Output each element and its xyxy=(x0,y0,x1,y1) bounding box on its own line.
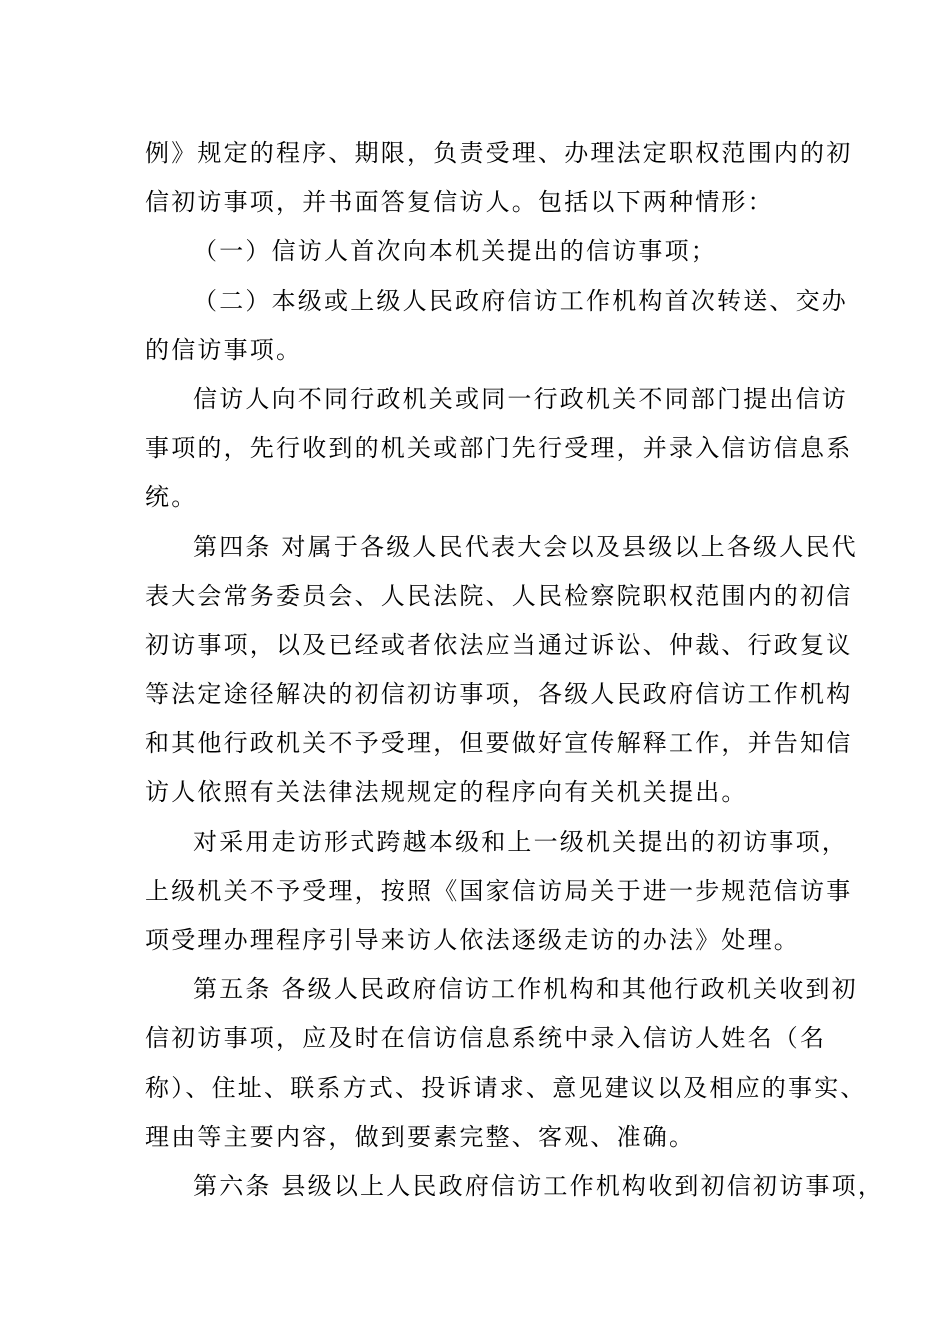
text-line: 第四条 对属于各级人民代表大会以及县级以上各级人民代 xyxy=(193,532,858,561)
text-line: 例》规定的程序、期限，负责受理、办理法定职权范围内的初 xyxy=(145,139,853,167)
text-line: 访人依照有关法律法规规定的程序向有关机关提出。 xyxy=(145,778,748,807)
text-line: 初访事项，以及已经或者依法应当通过诉讼、仲裁、行政复议 xyxy=(145,630,853,659)
text-line: 称）、住址、联系方式、投诉请求、意见建议以及相应的事实、 xyxy=(145,1073,867,1102)
text-line: 和其他行政机关不予受理，但要做好宣传解释工作，并告知信 xyxy=(145,729,853,758)
document-body-text xyxy=(145,129,885,1211)
text-line: 等法定途径解决的初信初访事项，各级人民政府信访工作机构 xyxy=(145,680,853,709)
text-line: 信访人向不同行政机关或同一行政机关不同部门提出信访 xyxy=(193,384,848,413)
text-line: 的信访事项。 xyxy=(145,335,303,364)
text-line: 理由等主要内容，做到要素完整、客观、准确。 xyxy=(145,1122,696,1151)
text-line: （一）信访人首次向本机关提出的信访事项； xyxy=(193,237,717,266)
text-line: 项受理办理程序引导来访人依法逐级走访的办法》处理。 xyxy=(145,926,800,954)
text-line: 信初访事项，应及时在信访信息系统中录入信访人姓名（名 xyxy=(145,1024,827,1053)
text-line: 事项的，先行收到的机关或部门先行受理，并录入信访信息系 xyxy=(145,434,853,463)
text-line: 上级机关不予受理，按照《国家信访局关于进一步规范信访事 xyxy=(145,876,853,905)
text-line: 第五条 各级人民政府信访工作机构和其他行政机关收到初 xyxy=(193,975,858,1004)
text-line: 信初访事项，并书面答复信访人。包括以下两种情形： xyxy=(145,188,774,217)
text-line: 统。 xyxy=(145,483,198,512)
text-line: 表大会常务委员会、人民法院、人民检察院职权范围内的初信 xyxy=(145,581,853,610)
text-line: 第六条 县级以上人民政府信访工作机构收到初信初访事项， xyxy=(193,1171,885,1200)
text-line: 对采用走访形式跨越本级和上一级机关提出的初访事项， xyxy=(193,827,848,856)
text-line: （二）本级或上级人民政府信访工作机构首次转送、交办 xyxy=(193,286,848,315)
